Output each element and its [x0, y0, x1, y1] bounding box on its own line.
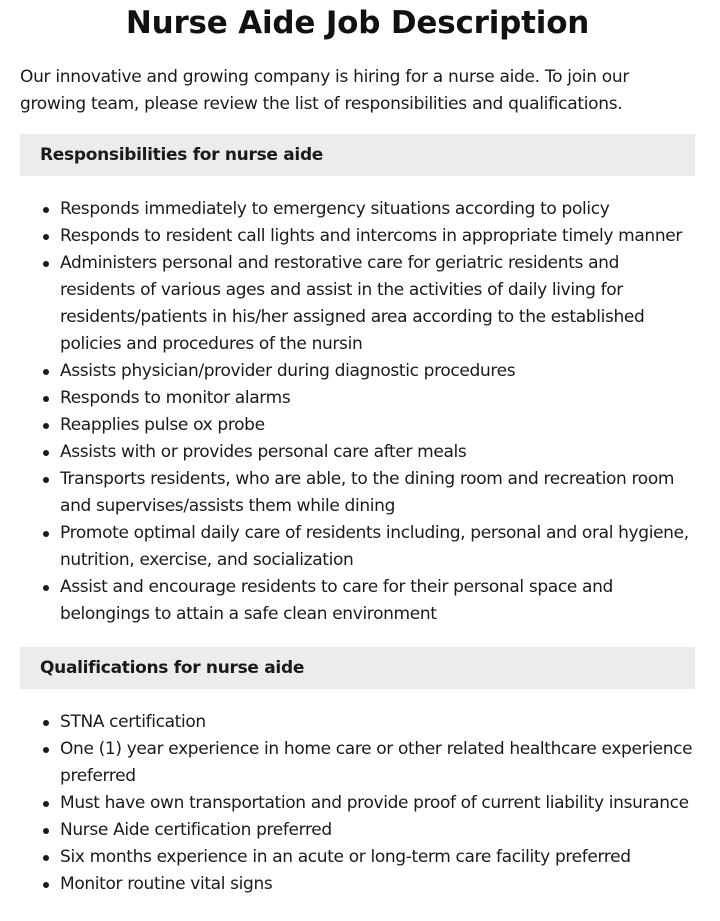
- bullet-icon: [43, 207, 49, 213]
- list-item: [20, 250, 695, 358]
- bullet-icon: [43, 585, 49, 591]
- list-item-text: Transports residents, who are able, to the dining room and recreation room and supervises/assists them while dining: [60, 469, 675, 516]
- list-item-text: Promote optimal daily care of residents including, personal and oral hygiene, nutrition, exercise, and socialization: [60, 523, 689, 570]
- list-item-text: Assists with or provides personal care after meals: [60, 442, 467, 462]
- list-item-text: Responds to monitor alarms: [60, 388, 291, 408]
- list-item: [20, 196, 695, 223]
- list-item: [20, 223, 695, 250]
- list-item-text: Nurse Aide certification preferred: [60, 820, 332, 840]
- list-item-text: Assists physician/provider during diagnostic procedures: [60, 361, 516, 381]
- list-item-text: Reapplies pulse ox probe: [60, 415, 265, 435]
- bullet-icon: [43, 828, 49, 834]
- bullet-icon: [43, 747, 49, 753]
- intro-paragraph: Our innovative and growing company is hiring for a nurse aide. To join our growing team, please review the list of responsibilities and qualifications.: [20, 67, 630, 114]
- list-item: [20, 466, 695, 520]
- bullet-icon: [43, 450, 49, 456]
- list-item-text: STNA certification: [60, 712, 206, 732]
- bullet-icon: [43, 234, 49, 240]
- list-item: [20, 736, 695, 790]
- bullet-icon: [43, 531, 49, 537]
- bullet-icon: [43, 855, 49, 861]
- page-title: Nurse Aide Job Description: [125, 5, 590, 41]
- bullet-icon: [43, 261, 49, 267]
- qualifications-heading: Qualifications for nurse aide: [20, 647, 695, 689]
- bullet-icon: [43, 882, 49, 888]
- list-item: [20, 871, 695, 898]
- list-item: [20, 439, 695, 466]
- list-item: [20, 358, 695, 385]
- list-item: [20, 412, 695, 439]
- list-item-text: Six months experience in an acute or long-term care facility preferred: [60, 847, 631, 867]
- responsibilities-heading: Responsibilities for nurse aide: [20, 134, 695, 176]
- bullet-icon: [43, 720, 49, 726]
- list-item: [20, 817, 695, 844]
- list-item-text: One (1) year experience in home care or other related healthcare experience preferred: [60, 739, 693, 786]
- list-item: [20, 385, 695, 412]
- list-item-text: Assist and encourage residents to care for their personal space and belongings to attain a safe clean environment: [60, 577, 613, 624]
- bullet-icon: [43, 801, 49, 807]
- list-item: [20, 790, 695, 817]
- list-item-text: Must have own transportation and provide proof of current liability insurance: [60, 793, 689, 813]
- list-item-text: Administers personal and restorative care for geriatric residents and residents of various ages and assist in the activities of daily living for residents/patients in his/her assigned area according to the established policies and procedures of the nursin: [60, 253, 645, 354]
- responsibilities-list: [20, 196, 695, 628]
- list-item-text: Responds immediately to emergency situations according to policy: [60, 199, 610, 219]
- bullet-icon: [43, 423, 49, 429]
- job-description-page: [20, 0, 695, 898]
- bullet-icon: [43, 369, 49, 375]
- list-item-text: Responds to resident call lights and intercoms in appropriate timely manner: [60, 226, 683, 246]
- qualifications-list: [20, 709, 695, 898]
- list-item: [20, 709, 695, 736]
- bullet-icon: [43, 477, 49, 483]
- list-item: [20, 574, 695, 628]
- list-item: [20, 844, 695, 871]
- bullet-icon: [43, 396, 49, 402]
- list-item: [20, 520, 695, 574]
- list-item-text: Monitor routine vital signs: [60, 874, 273, 894]
